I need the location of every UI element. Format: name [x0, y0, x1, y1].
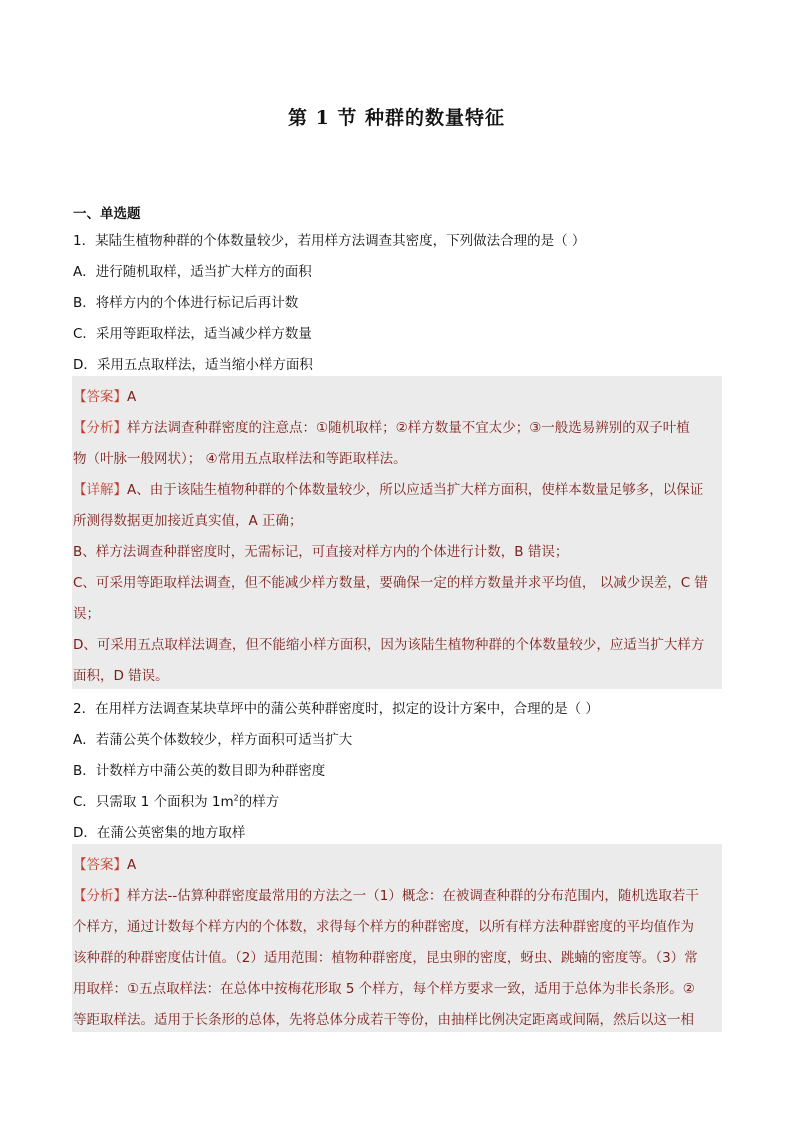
question-1-detail-line-2: 所测得数据更加接近真实值，A 正确； — [73, 513, 303, 529]
answer-tag: 【答案】 — [73, 389, 127, 405]
question-1-detail-line-1: 【详解】A、由于该陆生植物种群的个体数量较少，所以应适当扩大样方面积，使样本数量足够多，以保证 — [73, 482, 704, 498]
detail-tag: 【详解】 — [73, 482, 127, 498]
question-1-option-b: B．将样方内的个体进行标记后再计数 — [73, 295, 299, 311]
answer-tag: 【答案】 — [73, 857, 127, 873]
question-1-option-c: C．采用等距取样法，适当减少样方数量 — [73, 326, 312, 342]
question-1-answer — [73, 385, 136, 405]
question-2-option-a: A．若蒲公英个体数较少，样方面积可适当扩大 — [73, 732, 353, 748]
question-2-analysis-line-4: 用取样：①五点取样法：在总体中按梅花形取 5 个样方，每个样方要求一致，适用于总体为非长条形。② — [73, 981, 695, 997]
question-2-analysis-line-1: 【分析】样方法--估算种群密度最常用的方法之一（1）概念：在被调查种群的分布范围内，随机选取若干 — [73, 888, 699, 904]
question-2-analysis-line-3: 该种群的种群密度估计值。（2）适用范围：植物种群密度，昆虫卵的密度，蚜虫、跳蝻的密度等。（3）常 — [73, 950, 698, 966]
question-2-answer-block — [72, 844, 722, 1032]
question-1-analysis-line-1: 【分析】样方法调查种群密度的注意点：①随机取样；②样方数量不宜太少；③一般选易辨别的双子叶植 — [73, 420, 690, 436]
superscript: 2 — [233, 793, 239, 803]
question-1-stem: 1．某陆生植物种群的个体数量较少，若用样方法调查其密度，下列做法合理的是（ ） — [73, 233, 586, 249]
question-2-answer — [73, 853, 136, 873]
question-2-analysis-line-2: 个样方，通过计数每个样方内的个体数，求得每个样方的种群密度，以所有样方法种群密度的平均值作为 — [73, 919, 694, 935]
question-1-option-a: A．进行随机取样，适当扩大样方的面积 — [73, 264, 312, 280]
section-heading: 一、单选题 — [73, 206, 141, 222]
question-2-stem: 2．在用样方法调查某块草坪中的蒲公英种群密度时，拟定的设计方案中，合理的是（ ） — [73, 701, 599, 717]
question-2-analysis-line-5: 等距取样法。适用于长条形的总体，先将总体分成若干等份，由抽样比例决定距离或间隔，然后以这一相 — [73, 1012, 694, 1028]
question-2-option-b: B．计数样方中蒲公英的数目即为种群密度 — [73, 763, 326, 779]
analysis-tag: 【分析】 — [73, 420, 127, 436]
question-1-detail-line-6: D、可采用五点取样法调查，但不能缩小样方面积，因为该陆生植物种群的个体数量较少，应适当扩大样方 — [73, 637, 705, 653]
page-title: 第 1 节 种群的数量特征 — [287, 107, 506, 129]
question-1-detail-line-4: C、可采用等距取样法调查，但不能减少样方数量，要确保一定的样方数量并求平均值， 以减少误差，C 错 — [73, 575, 708, 591]
question-2-option-c: C．只需取 1 个面积为 $1m^2$的样方 — [73, 793, 280, 810]
question-1-option-d: D．采用五点取样法，适当缩小样方面积 — [73, 357, 313, 373]
question-1-detail-line-5: 误； — [73, 606, 100, 622]
answer-value: A — [127, 857, 137, 873]
question-1-answer-block — [72, 376, 722, 689]
question-1-detail-line-7: 面积，D 错误。 — [73, 668, 169, 684]
question-1-analysis-line-2: 物（叶脉一般网状）； ④常用五点取样法和等距取样法。 — [73, 451, 407, 467]
question-1-detail-line-3: B、样方法调查种群密度时，无需标记，可直接对样方内的个体进行计数，B 错误； — [73, 544, 569, 560]
answer-value: A — [127, 389, 137, 405]
question-2-option-d: D．在蒲公英密集的地方取样 — [73, 825, 246, 841]
analysis-tag: 【分析】 — [73, 888, 127, 904]
